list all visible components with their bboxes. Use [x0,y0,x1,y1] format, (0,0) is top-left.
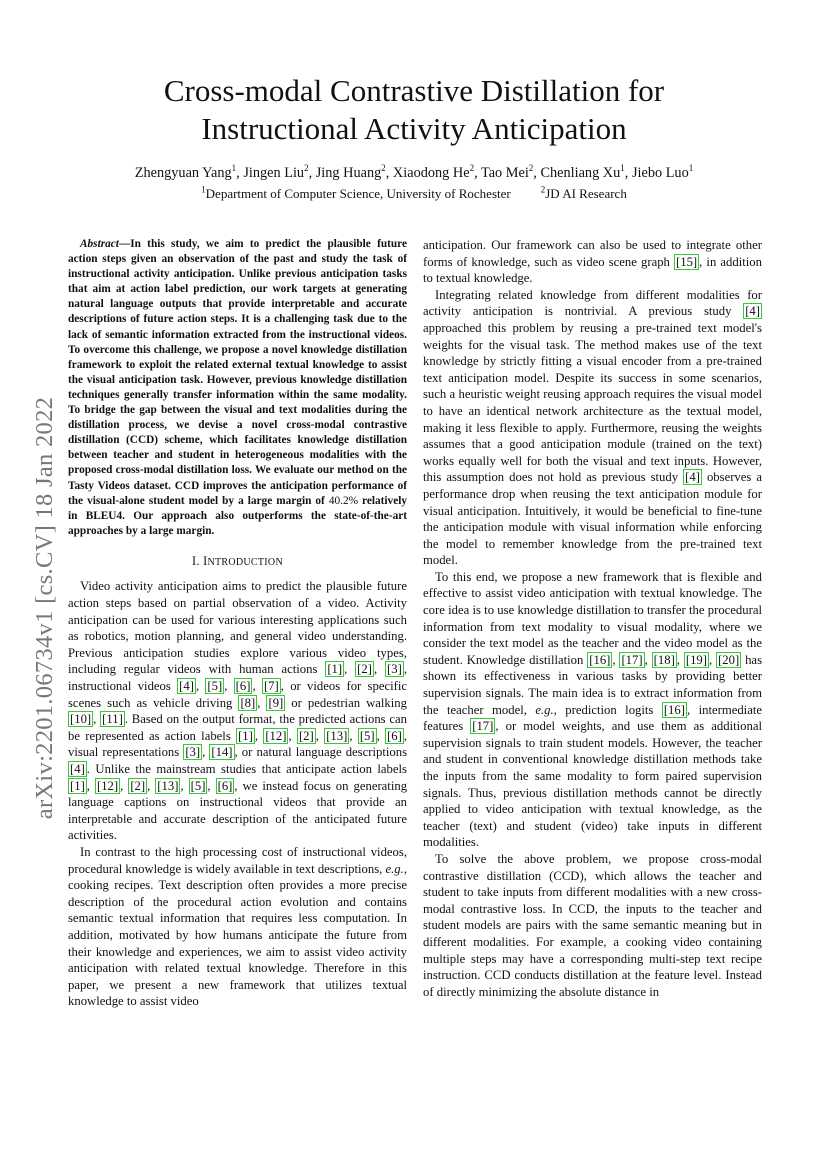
abstract-improvement-value: 40.2% [328,494,359,507]
citation-link[interactable]: [3] [387,662,402,677]
paragraph-text: , cooking recipes. Text description often provides a more precise description of the procedural action evolution and contains semantic textual information that requires less computation. In addition, motivated by how humans anticipate the future from their knowledge and experiences, we aim to assist video activity anticipation with related textual knowledge. Therefore in this paper, we present a new framework that utilizes textual knowledge to assist video [68,861,407,1009]
author-name: Jiebo Luo [631,165,689,181]
citation-link[interactable]: [15] [676,254,698,269]
citation-link[interactable]: [7] [263,679,279,694]
affiliation-jd: JD AI Research [545,186,627,201]
paragraph-text: , [288,728,297,743]
author-name: Chenliang Xu [540,165,621,181]
paragraph-text: . Unlike the mainstream studies that anticipate action labels [86,762,407,776]
paragraph-text: observes a performance drop when reusing the text anticipation module for visual anticipation. Intuitively, it would be beneficial to fine-tune the anticipation module with visual information while enforcing the model to remember knowledge from the pre-trained text model. [423,470,762,568]
paragraph-text: , or videos for specific scenes such as vehicle driving [68,679,408,710]
paragraph-text: , instructional videos [68,662,407,694]
citation-link[interactable]: [11] [102,712,123,727]
citation-link[interactable]: [6] [387,728,402,743]
citation-link[interactable]: [18] [653,652,675,667]
citation-link[interactable]: [17] [472,719,494,734]
author-name: Jing Huang [315,165,382,181]
paragraph-text: , [147,778,156,793]
citation-link[interactable]: [1] [70,778,85,793]
citation-link[interactable]: [1] [238,728,253,743]
paragraph-text: , [344,662,356,677]
body-paragraph [68,578,407,844]
citation-link[interactable]: [4] [745,304,760,319]
title-line-1: Cross-modal Contrastive Distillation for [163,73,665,108]
citation-link[interactable]: [4] [179,679,194,694]
abstract-label: Abstract [80,238,119,250]
paragraph-text: , intermediate features [423,702,762,734]
affiliation-number: 2 [540,184,546,195]
paragraph-text: , [376,728,386,743]
citation-link[interactable]: [12] [96,778,119,793]
paragraph-text: , [252,679,262,694]
citation-link[interactable]: [6] [235,679,251,694]
paragraph-text: , we instead focus on generating language captions on instructional videos that provide an interpretable and accurate description of the anticipated future activities. [68,778,408,843]
paragraph-text: To this end, we propose a new framework that is flexible and effective to assist video anticipation with textual knowledge. The core idea is to use knowledge distillation to transfer the procedural information from text modality to visual modality, where we consider the text model as the teacher and the video model as the student. Knowledge distillation [423,569,762,667]
paragraph-text: , [195,679,206,694]
right-column [423,237,762,1000]
author-affiliation-mark: 2 [528,163,534,174]
paragraph-text: , or natural language descriptions [234,745,408,760]
citation-link[interactable]: [16] [589,652,611,667]
paper-title [60,72,768,148]
citation-link[interactable]: [20] [718,652,740,667]
citation-link[interactable]: [2] [130,778,146,793]
body-paragraph [423,851,762,1000]
citation-link[interactable]: [19] [685,652,707,667]
citation-link[interactable]: [10] [70,712,92,727]
affiliation-rochester: Department of Computer Science, University of Rochester [205,186,511,201]
citation-link[interactable]: [13] [326,728,348,743]
citation-link[interactable]: [9] [268,695,284,710]
title-line-2: Instructional Activity Anticipation [201,111,627,146]
paragraph-text: , [180,778,189,793]
author-list: Zhengyuan Yang$^1$, Jingen Liu$^2$, Jing Huang$^2$, Xiaodong He$^2$, Tao Mei$^2$, Chenliang Xu$^1$, Jiebo Luo$^1$ [134,163,694,181]
paragraph-text: , [257,695,267,710]
arxiv-identifier-text: arXiv:2201.06734v1 [cs.CV] 18 Jan 2022 [31,396,59,820]
section-number: I. [192,553,200,568]
author-affiliation-mark: 2 [304,163,309,174]
italic-abbrev: e.g. [535,702,554,717]
citation-link[interactable]: [4] [685,470,700,485]
author-name: Jingen Liu [243,165,305,181]
paragraph-text: , [349,728,358,743]
left-body [68,578,407,1009]
section-heading-introduction [68,553,407,572]
paragraph-text: , [373,662,386,677]
author-affiliation-mark: 2 [381,163,386,174]
paragraph-text: , [315,728,325,743]
section-rest: NTRODUCTION [207,556,283,568]
paragraph-text: , [254,728,264,743]
citation-link[interactable]: [5] [207,679,223,694]
paragraph-text: , or model weights, and use them as additional supervision signals to train student models. However, the teacher and student in conventional knowledge distillation methods take the inputs from the same modality to form paired supervision signals. Thus, previous distillation methods cannot be directly applied to video anticipation with textual knowledge, as the teacher (text) and student (video) take inputs in different modalities. [423,719,762,850]
paragraph-text: approached this problem by reusing a pre-trained text model's weights for the visual task. The method makes use of the text knowledge by strictly fitting a visual encoder from a pre-trained text anticipation model. Despite its success in some scenarios, such a heuristic weight reusing approach requires the visual model to have an identical network architecture as the textual model, making it less flexible to apply. Furthermore, reusing the weights assumes that a good anticipation module (trained on the text) works equally well for both the visual and text inputs. However, this assumption does not hold as previous study [423,320,762,485]
paragraph-text: To solve the above problem, we propose cross-modal contrastive distillation (CCD), which allows the teacher and student to take inputs from different modalities with a new cross-modal contrastive loss. In CCD, the inputs to the teacher and student models are pairs with the same semantic meaning but in different modalities. For example, a cooking video containing multiple steps may have a corresponding multi-step text recipe instruction. CCD conducts distillation at the feature level. Instead of directly minimizing the absolute distance in [423,851,762,999]
citation-link[interactable]: [12] [265,728,287,743]
paragraph-text: , [93,712,101,727]
abstract-text-b: relatively in BLEU4. Our approach also outperforms the state-of-the-art approaches by a large margin. [68,494,407,537]
section-initial: I [203,553,208,568]
paragraph-text: anticipation. Our framework can also be used to integrate other forms of knowledge, such as video scene graph [423,238,762,269]
arxiv-identifier[interactable] [22,368,68,848]
left-column [68,237,407,1010]
citation-link[interactable]: [16] [663,702,685,717]
citation-link[interactable]: [4] [70,762,85,776]
affiliation-number: 1 [201,184,206,195]
body-paragraph [423,569,762,851]
body-paragraph [423,237,762,287]
affiliations [60,186,768,202]
paragraph-text: Video activity anticipation aims to predict the plausible future action steps based on partial observation of a video. Activity anticipation can be used for various interesting applications such as robotics, motion planning, and general video understanding. Previous anticipation studies explore various video types, including regular videos with human actions [68,579,407,677]
author-affiliation-mark: 1 [231,163,237,174]
citation-link[interactable]: [8] [240,695,256,710]
citation-link[interactable]: [14] [211,745,233,760]
citation-link[interactable]: [2] [357,662,372,677]
author-affiliation-mark: 1 [688,163,694,174]
paragraph-text: , [202,745,210,760]
paragraph-text: , in addition to textual knowledge. [423,254,762,286]
author-name: Zhengyuan Yang [134,165,232,181]
paragraph-text: , [120,778,129,793]
citation-link[interactable]: [6] [217,778,233,793]
author-name: Tao Mei [480,165,529,181]
paragraph-text: , prediction logits [553,702,662,717]
body-paragraph [423,287,762,569]
paragraph-text: . Based on the output format, the predicted actions can be represented as action labels [68,712,408,743]
paragraph-text: or pedestrian walking [285,695,407,710]
paragraph-text: , [207,778,216,793]
paragraph-text: In contrast to the high processing cost of instructional videos, procedural knowledge is widely available in text descriptions, [68,844,407,876]
paragraph-text: , visual representations [68,728,408,760]
citation-link[interactable]: [5] [190,778,206,793]
citation-link[interactable]: [1] [327,662,343,677]
paragraph-text: , [709,652,717,667]
paragraph-text: , [644,652,652,667]
body-paragraph [68,844,407,1010]
paragraph-text: , [676,652,684,667]
citation-link[interactable]: [5] [359,728,375,743]
author-affiliation-mark: 2 [469,163,475,174]
italic-abbrev: e.g. [385,861,404,876]
author-affiliation-mark: 1 [620,163,625,174]
abstract-text-a: In this study, we aim to predict the plausible future action steps given an observation of the past and study the task of instructional activity anticipation. Unlike previous anticipation tasks that aim at action label prediction, our work targets at generating natural language outputs that provide interpretable and accurate descriptions of future action steps. It is a challenging task due to the lack of semantic information extracted from the instructional videos. To overcome this challenge, we propose a novel knowledge distillation framework to exploit the related external textual knowledge to assist the visual anticipation task. However, previous knowledge distillation techniques generally transfer information within the same modality. To bridge the gap between the visual and text modalities during the distillation process, we devise a novel cross-modal contrastive distillation (CCD) scheme, which facilitates knowledge distillation between teacher and student in heterogeneous modalities with the proposed cross-modal distillation loss. We evaluate our method on the Tasty Videos dataset. CCD improves the anticipation performance of the visual-alone student model by a large margin of [68,238,407,507]
citation-link[interactable]: [17] [621,652,643,667]
paragraph-text: , [224,679,234,694]
paragraph-text: Integrating related knowledge from different modalities for activity anticipation is nontrivial. A previous study [423,287,762,319]
paragraph-text: has shown its effectiveness in various tasks by providing better supervision signals. The main idea is to extract information from the teacher model, [423,652,763,717]
citation-link[interactable]: [13] [157,778,179,793]
citation-link[interactable]: [3] [185,745,201,760]
citation-link[interactable]: [2] [298,728,314,743]
abstract [68,237,407,539]
paragraph-text: , [86,778,95,793]
paragraph-text: , [612,652,620,667]
author-name: Xiaodong He [392,165,470,181]
abstract-dash: — [118,238,131,250]
